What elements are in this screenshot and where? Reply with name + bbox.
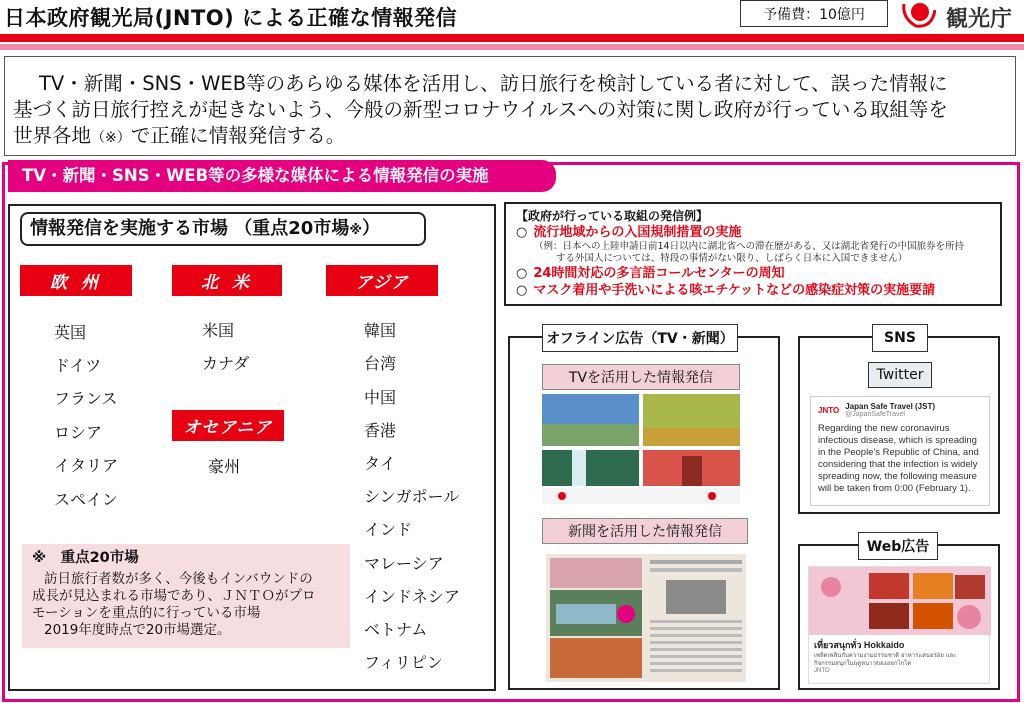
markets-title-close: ）: [361, 218, 380, 239]
section-title: TV・新聞・SNS・WEB等の多様な媒体による情報発信の実施: [8, 160, 556, 192]
country-usa: 米国: [202, 321, 235, 340]
tweet-handle: @JapanSafeTravel: [845, 411, 905, 418]
country-india: インド: [364, 520, 413, 539]
intro-box: [4, 56, 1016, 156]
newspaper-ads-label: 新聞を活用した情報発信: [542, 518, 748, 544]
web-ad-brand: JNTO: [814, 668, 830, 674]
twitter-label: Twitter: [868, 362, 932, 388]
country-malaysia: マレーシア: [364, 554, 444, 573]
tweet-author: [845, 402, 935, 418]
priority-markets-note: [22, 544, 350, 648]
agency-logo-icon: [902, 0, 936, 28]
region-oceania: オセアニア: [172, 410, 284, 441]
gov-item-infection-measures: [516, 282, 990, 299]
markets-title-mark: ※: [349, 223, 362, 238]
country-singapore: シンガポール: [364, 487, 460, 506]
newspaper-ad-image: [546, 554, 746, 682]
gov-item-2-text: 24時間対応の多言語コールセンターの周知: [533, 266, 785, 281]
intro-line-1: TV・新聞・SNS・WEB等のあらゆる媒体を活用し、訪日旅行を検討している者に対して、誤った情報に: [39, 72, 948, 95]
note-line-4: 2019年度時点で20市場選定。: [44, 622, 231, 638]
agency-name: 観光庁: [946, 7, 1013, 32]
gov-item-entry-restriction: [516, 224, 990, 241]
intro-line-2: 基づく訪日旅行控えが起きないよう、今般の新型コロナウイルスへの対策に関し政府が行っている取組等を: [13, 98, 948, 121]
note-heading: ※ 重点20市場: [32, 550, 139, 566]
bullet-icon: ○: [516, 266, 528, 281]
web-ads-title: Web広告: [858, 532, 938, 560]
gov-item-call-center: [516, 265, 990, 282]
web-ad-image: [809, 567, 991, 635]
tv-ads-label: TVを活用した情報発信: [542, 364, 740, 390]
gov-item-1-sub-2: する外国人については、特段の事情がない限り、しばらく日本に入国できません）: [556, 253, 908, 264]
country-canada: カナダ: [202, 354, 250, 373]
bullet-icon: ○: [516, 283, 528, 298]
note-line-3: モーションを重点的に行っている市場: [32, 605, 261, 621]
country-china: 中国: [364, 388, 397, 407]
gov-heading: 【政府が行っている取組の発信例】: [516, 209, 709, 223]
intro-line-3a: 世界各地: [13, 124, 92, 147]
web-ad-sub-1: เพลิดเพลินกับความงามธรรมชาติ อาหารแสนอร่อย และ: [814, 653, 957, 659]
tweet-header: [818, 402, 982, 418]
note-line-1: 訪日旅行者数が多く、今後もインバウンドの: [44, 571, 313, 587]
page-title: 日本政府観光局(JNTO) による正確な情報発信: [4, 6, 458, 30]
country-australia: 豪州: [208, 457, 241, 476]
intro-line-3: [13, 123, 1007, 151]
country-russia: ロシア: [54, 423, 103, 442]
country-korea: 韓国: [364, 321, 397, 340]
country-germany: ドイツ: [54, 356, 102, 375]
header-divider-pink: [0, 44, 1024, 50]
region-europe: 欧 州: [20, 265, 132, 296]
offline-ads-title: オフライン広告（TV・新聞）: [542, 324, 738, 352]
intro-note-mark: （※）: [91, 130, 131, 146]
markets-title: [20, 212, 426, 246]
tweet-card[interactable]: [810, 396, 990, 506]
country-spain: スペイン: [54, 490, 119, 509]
country-hongkong: 香港: [364, 421, 397, 440]
country-indonesia: インドネシア: [364, 587, 460, 606]
note-line-2: 成長が見込まれる市場であり、ＪＮＴＯがプロ: [32, 588, 316, 604]
country-philippines: フィリピン: [364, 653, 443, 672]
web-ad-banner[interactable]: [808, 566, 990, 684]
country-italy: イタリア: [54, 456, 119, 475]
gov-item-1-sub-1: （例：日本への上陸申請日前14日以内に湖北省への滞在歴がある、又は湖北省発行の中国旅券を所持: [534, 241, 965, 252]
region-asia: アジア: [326, 265, 438, 296]
gov-item-3-text: マスク着用や手洗いによる咳エチケットなどの感染症対策の実施要請: [533, 283, 936, 298]
tweet-name: Japan Safe Travel (JST): [845, 402, 936, 411]
markets-title-text: 情報発信を実施する市場 （重点20市場: [30, 218, 350, 239]
intro-line-3b: で正確に情報発信する。: [130, 124, 346, 147]
country-france: フランス: [54, 389, 118, 408]
budget-label: 予備費：10億円: [740, 0, 888, 27]
government-measures-box: [504, 202, 1002, 306]
country-vietnam: ベトナム: [364, 620, 428, 639]
country-taiwan: 台湾: [364, 354, 397, 373]
web-ad-sub-2: กิจกรรมสนุกในฤดูหนาวของฮอกไกโด: [814, 661, 912, 667]
web-ad-caption: [809, 635, 989, 677]
web-ad-heading: เที่ยวสนุกทั่ว Hokkaido: [814, 640, 905, 650]
header-divider-red: [0, 34, 1024, 42]
sns-title: SNS: [872, 324, 928, 352]
tv-ad-image: [542, 394, 740, 504]
gov-item-1-text: 流行地域からの入国規制措置の実施: [533, 225, 742, 240]
country-thailand: タイ: [364, 454, 396, 473]
tweet-logo: JNTO: [818, 405, 840, 415]
bullet-icon: ○: [516, 225, 528, 240]
country-uk: 英国: [54, 323, 87, 342]
tweet-text: Regarding the new coronavirus infectious disease, which is spreading in the People's Republic of China, and considering that the infection is widely spreading now, the following measure will be taken from 0:00 (February 1).: [818, 423, 979, 494]
region-north-america: 北 米: [172, 265, 282, 296]
